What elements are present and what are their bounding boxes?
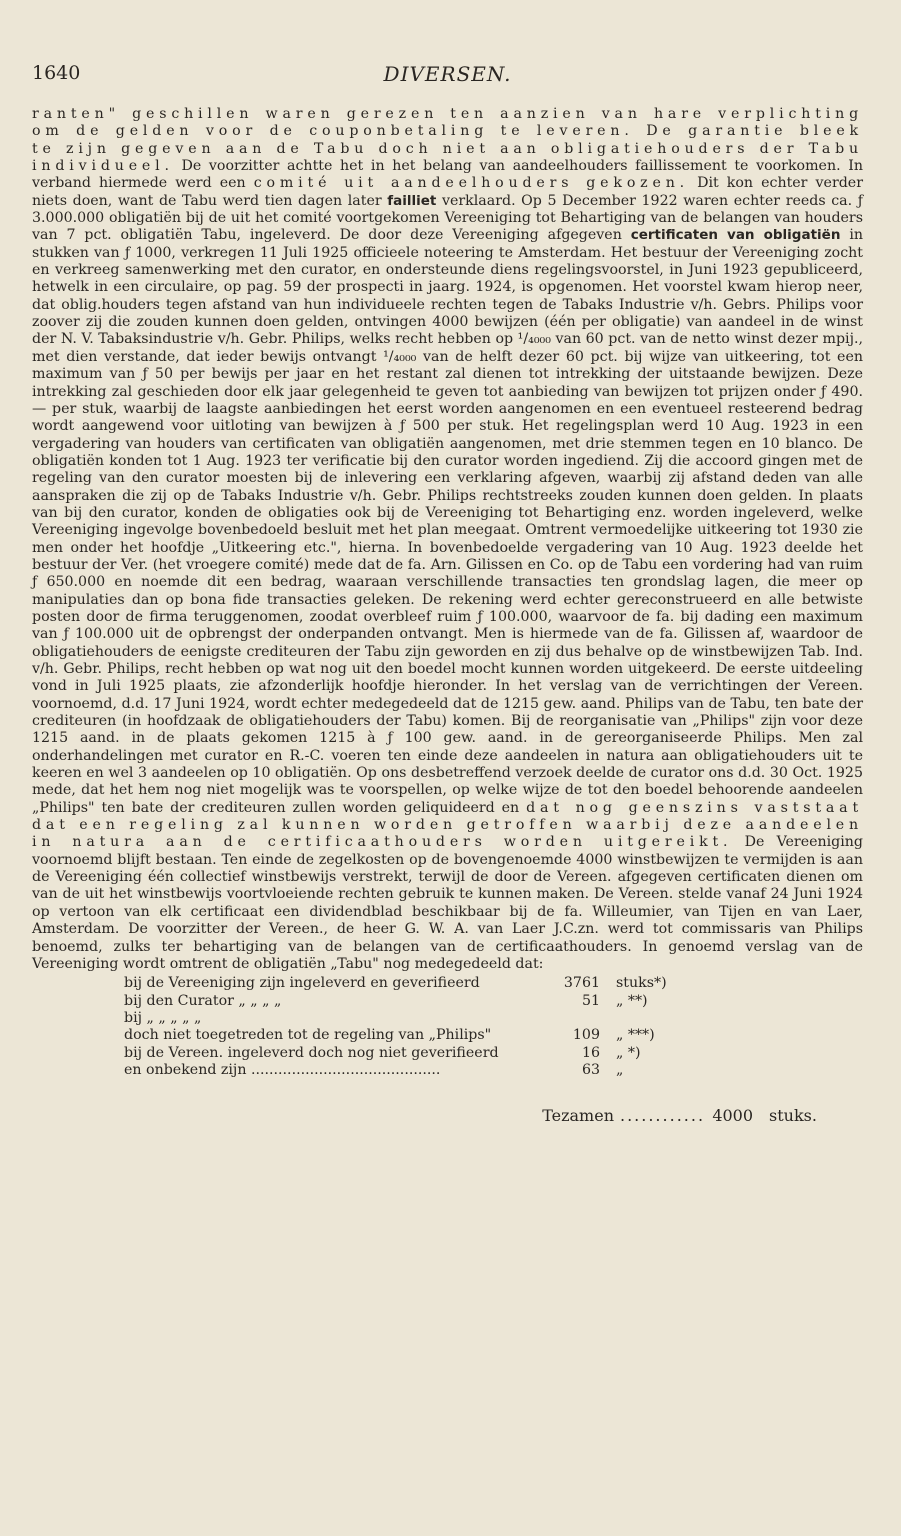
summary-desc: bij den Curator „ „ „ „ (124, 992, 282, 1009)
summary-desc: bij de Vereeniging zijn ingeleverd en geverifieerd (124, 975, 480, 992)
page-header (32, 54, 863, 94)
summary-desc: doch niet toegetreden tot de regeling van „Philips" (124, 1027, 492, 1044)
summary-unit: „ ***) (616, 1027, 655, 1044)
summary-unit: stuks*) (616, 975, 667, 992)
total-label: Tezamen (542, 1105, 614, 1125)
summary-table (32, 975, 863, 1079)
summary-row (32, 993, 863, 1010)
text-segment: verklaard. Op 5 December 1922 waren echter reeds ca. ƒ 3.000.000 obligatiën bij de uit het comité voortgekomen Vereeniging tot Behartiging van de belangen van houders van 7 pct. obligatiën Tabu, ingeleverd. De door deze Vereeniging afgegeven (32, 192, 863, 244)
summary-row (32, 1045, 863, 1062)
summary-unit: „ (616, 1062, 624, 1079)
text-segment: failliet (387, 192, 437, 209)
summary-row (32, 1010, 863, 1027)
summary-unit: „ **) (616, 992, 648, 1009)
summary-row (32, 1062, 863, 1079)
summary-number: 3761 (563, 975, 600, 992)
total-number: 4000 (712, 1105, 754, 1125)
main-paragraph (32, 106, 863, 973)
total-unit: stuks. (769, 1105, 817, 1125)
summary-number: 63 (581, 1062, 600, 1079)
summary-number: 51 (581, 992, 600, 1009)
running-head: DIVERSEN. (383, 62, 512, 86)
text-segment: comité uit aandeelhouders gekozen. (253, 175, 690, 192)
total-dots: ............ (620, 1105, 706, 1125)
text-segment: Dit kon echter verder niets doen, want de Tabu werd tien dagen later (32, 175, 863, 209)
text-segment: certificaten van obligatiën (630, 227, 841, 244)
summary-number: 109 (572, 1027, 600, 1044)
total-row (32, 1106, 863, 1125)
text-segment: ranten" geschillen waren gerezen ten aanzien van hare verplichting om de gelden voor de couponbetaling te leveren. De garantie bleek te zijn gegeven aan de Tabu doch niet aan obligatiehouders der Tabu individueel. (32, 106, 863, 175)
summary-row (32, 1027, 863, 1044)
body-text (32, 106, 863, 973)
text-segment: De Vereeniging voornoemd blijft bestaan. Ten einde de zegelkosten op de bovengenoemde 4000 winstbewijzen te vermijden is aan de Vereeniging één collectief winstbewijs verstrekt, terwijl de door de Vereen. afgegeven certificaten dienen om van de uit het winstbewijs voortvloeiende rechten gebruik te kunnen maken. De Vereen. stelde vanaf 24 Juni 1924 op vertoon van elk certificaat een dividendblad beschikbaar bij de fa. Willeumier, van Tijen en van Laer, Amsterdam. De voorzitter der Vereen., de heer G. W. A. van Laer J.C.zn. werd tot commissaris van Philips benoemd, zulks ter behartiging van de belangen van de certificaathouders. In genoemd verslag van de Vereeniging wordt omtrent de obligatiën „Tabu" nog medegedeeld dat: (32, 834, 864, 972)
summary-desc: en onbekend zijn .......................................... (124, 1062, 441, 1079)
summary-desc: bij de Vereen. ingeleverd doch nog niet geverifieerd (124, 1044, 499, 1061)
summary-row (32, 975, 863, 992)
summary-unit: „ *) (616, 1044, 641, 1061)
text-segment: dat nog geenszins vaststaat dat een regeling zal kunnen worden getroffen waarbij deze aandeelen in natura aan de certificaathouders worden uitgereikt. (32, 799, 863, 851)
summary-number: 16 (581, 1044, 600, 1061)
text-segment: in stukken van ƒ 1000, verkregen 11 Juli 1925 officieele noteering te Amsterdam. Het bestuur der Vereeniging zocht en verkreeg samenwerking met den curator, en ondersteunde diens regelingsvoorstel, in Juni 1923 gepubliceerd, hetwelk in een circulaire, op pag. 59 der prospecti in jaarg. 1924, is opgenomen. Het voorstel kwam hierop neer, dat oblig.houders tegen afstand van hun individueele rechten tegen de Tabaks Industrie v/h. Gebrs. Philips voor zoover zij die zouden kunnen doen gelden, ontvingen 4000 bewijzen (één per obligatie) van aandeel in de winst der N. V. Tabaksindustrie v/h. Gebr. Philips, welks recht hebben op ¹/₄₀₀₀ van 60 pct. van de netto winst dezer mpij., met dien verstande, dat ieder bewijs ontvangt ¹/₄₀₀₀ van de helft dezer 60 pct. bij wijze van uitkeering, tot een maximum van ƒ 50 per bewijs per jaar en het restant zal dienen tot intrekking der uitstaande bewijzen. Deze intrekking zal geschieden door elk jaar gelegenheid te geven tot aanbieding van bewijzen tot prijzen onder ƒ 490.— per stuk, waarbij de laagste aanbiedingen het eerst worden aangenomen en een eventueel resteerend bedrag wordt aangewend voor uitloting van bewijzen à ƒ 500 per stuk. Het regelingsplan werd 10 Aug. 1923 in een vergadering van houders van certificaten van obligatiën aangenomen, met drie stemmen tegen en 10 blanco. De obligatiën konden tot 1 Aug. 1923 ter verificatie bij den curator worden ingediend. Zij die accoord gingen met de regeling van den curator moesten bij de inlevering een verklaring afgeven, waarbij zij afstand deden van alle aanspraken die zij op de Tabaks Industrie v/h. Gebr. Philips rechtstreeks zouden kunnen doen gelden. In plaats van bij den curator, konden de obligaties ook bij de Vereeniging tot Behartiging enz. worden ingeleverd, welke Vereeniging ingevolge bovenbedoeld besluit met het plan meegaat. Omtrent vermoedelijke uitkeering tot 1930 zie men onder het hoofdje „Uitkeering etc.", hierna. In bovenbedoelde vergadering van 10 Aug. 1923 deelde het bestuur der Ver. (het vroegere comité) mede dat de fa. Arn. Gilissen en Co. op de Tabu een vordering had van ruim ƒ 650.000 en noemde dit een bedrag, waaraan verschillende transacties ten grondslag lagen, die meer op manipulaties dan op bona fide transacties geleken. De rekening werd echter gereconstrueerd en alle betwiste posten door de firma teruggenomen, zoodat overbleef ruim ƒ 100.000, waarvoor de fa. bij dading een maximum van ƒ 100.000 uit de opbrengst der onderpanden ontvangt. Men is hiermede van de fa. Gilissen af, waardoor de obligatiehouders de eenigste crediteuren der Tabu zijn geworden en zij dus behalve op de winstbewijzen Tab. Ind. v/h. Gebr. Philips, recht hebben op wat nog uit den boedel mocht kunnen worden uitgekeerd. De eerste uitdeeling vond in Juli 1925 plaats, zie afzonderlijk hoofdje hieronder. In het verslag van de verrichtingen der Vereen. voornoemd, d.d. 17 Juni 1924, wordt echter medegedeeld dat de 1215 gew. aand. Philips van de Tabu, ten bate der crediteuren (in hoofdzaak de obligatiehouders der Tabu) komen. Bij de reorganisatie van „Philips" zijn voor deze 1215 aand. in de plaats gekomen 1215 à ƒ 100 gew. aand. in de gereorganiseerde Philips. Men zal onderhandelingen met curator en R.-C. voeren ten einde deze aandeelen in natura aan obligatiehouders uit te keeren en wel 3 aandeelen op 10 obligatiën. Op ons desbetreffend verzoek deelde de curator ons d.d. 30 Oct. 1925 mede, dat het hem nog niet mogelijk was te voorspellen, op welke wijze de tot den boedel behoorende aandeelen „Philips" ten bate der crediteuren zullen worden geliquideerd en (32, 227, 863, 816)
text-segment: De voorzitter achtte het in het belang van aandeelhouders faillissement te voorkomen. In verband hiermede werd een (32, 158, 863, 192)
page-number: 1640 (32, 62, 81, 84)
summary-desc: bij „ „ „ „ „ (124, 1010, 202, 1026)
